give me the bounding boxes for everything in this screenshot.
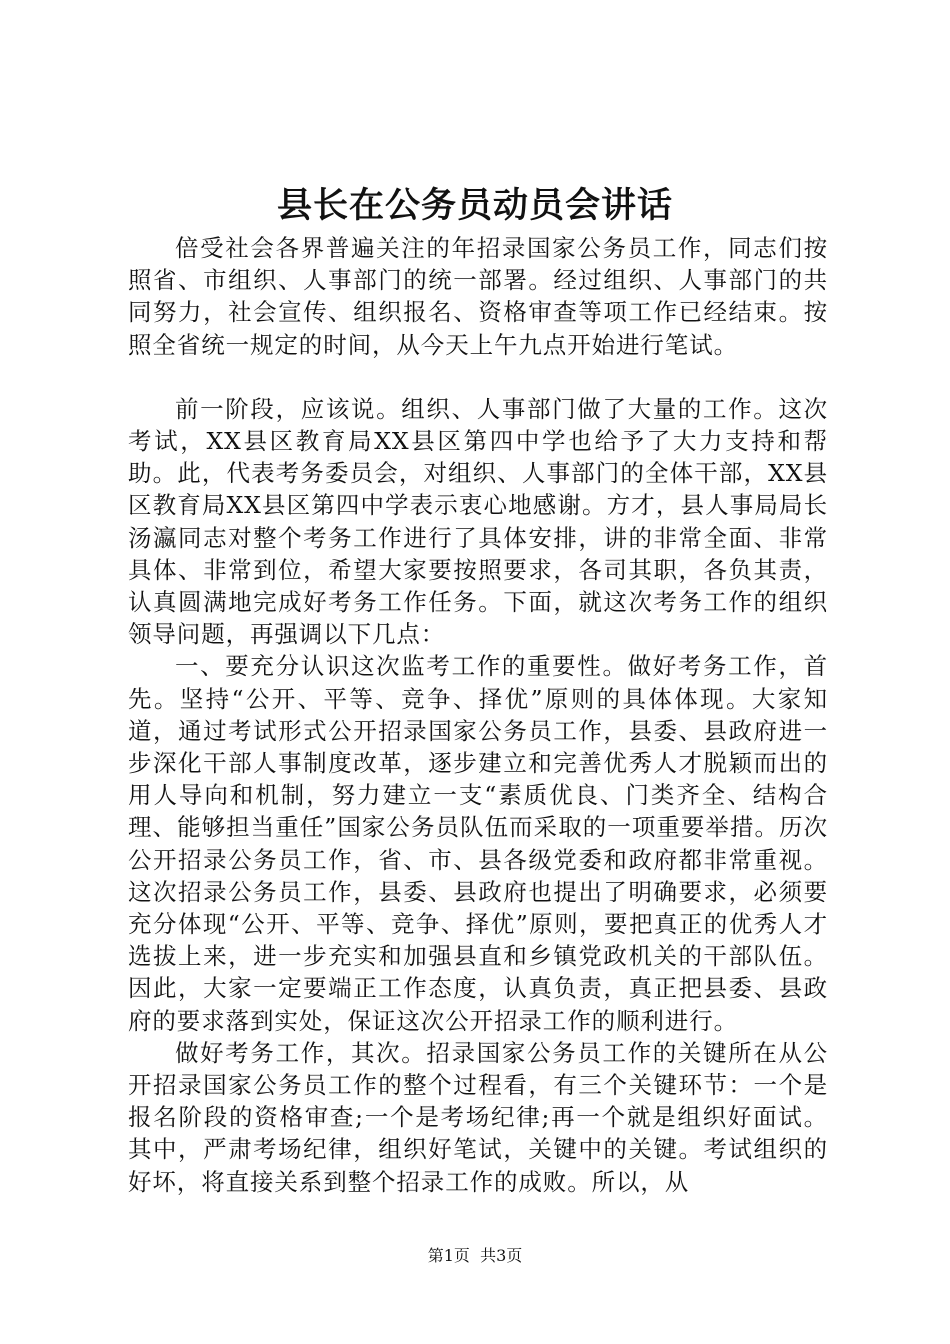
document-body — [128, 232, 828, 1198]
page-number-total: 共3页 — [480, 1246, 523, 1265]
page-footer — [0, 1246, 950, 1266]
paragraph-1: 倍受社会各界普遍关注的年招录国家公务员工作，同志们按照省、市组织、人事部门的统一部署。经过组织、人事部门的共同努力，社会宣传、组织报名、资格审查等项工作已经结束。按照全省统一规定的时间，从今天上午九点开始进行笔试。 — [128, 234, 828, 359]
page-number-current: 第1页 — [427, 1246, 470, 1265]
document-title: 县长在公务员动员会讲话 — [276, 185, 673, 226]
paragraph-4: 做好考务工作，其次。招录国家公务员工作的关键所在从公开招录国家公务员工作的整个过程看，有三个关键环节：一个是报名阶段的资格审查;一个是考场纪律;再一个就是组织好面试。其中，严肃考场纪律，组织好笔试，关键中的关键。考试组织的好坏，将直接关系到整个招录工作的成败。所以，从 — [128, 1038, 828, 1196]
paragraph-3: 一、要充分认识这次监考工作的重要性。做好考务工作，首先。坚持“公开、平等、竞争、择优”原则的具体体现。大家知道，通过考试形式公开招录国家公务员工作，县委、县政府进一步深化干部人事制度改革，逐步建立和完善优秀人才脱颖而出的用人导向和机制，努力建立一支“素质优良、门类齐全、结构合理、能够担当重任”国家公务员队伍而采取的一项重要举措。历次公开招录公务员工作，省、市、县各级党委和政府都非常重视。这次招录公务员工作，县委、县政府也提出了明确要求，必须要充分体现“公开、平等、竞争、择优”原则，要把真正的优秀人才选拔上来，进一步充实和加强县直和乡镇党政机关的干部队伍。因此，大家一定要端正工作态度，认真负责，真正把县委、县政府的要求落到实处，保证这次公开招录工作的顺利进行。 — [128, 652, 828, 1035]
paragraph-2: 前一阶段，应该说。组织、人事部门做了大量的工作。这次考试，XX县区教育局XX县区第四中学也给予了大力支持和帮助。此，代表考务委员会，对组织、人事部门的全体干部，XX县区教育局XX县区第四中学表示衷心地感谢。方才，县人事局局长汤瀛同志对整个考务工作进行了具体安排，讲的非常全面、非常具体、非常到位，希望大家要按照要求，各司其职，各负其责，认真圆满地完成好考务工作任务。下面，就这次考务工作的组织领导问题，再强调以下几点： — [128, 394, 828, 649]
